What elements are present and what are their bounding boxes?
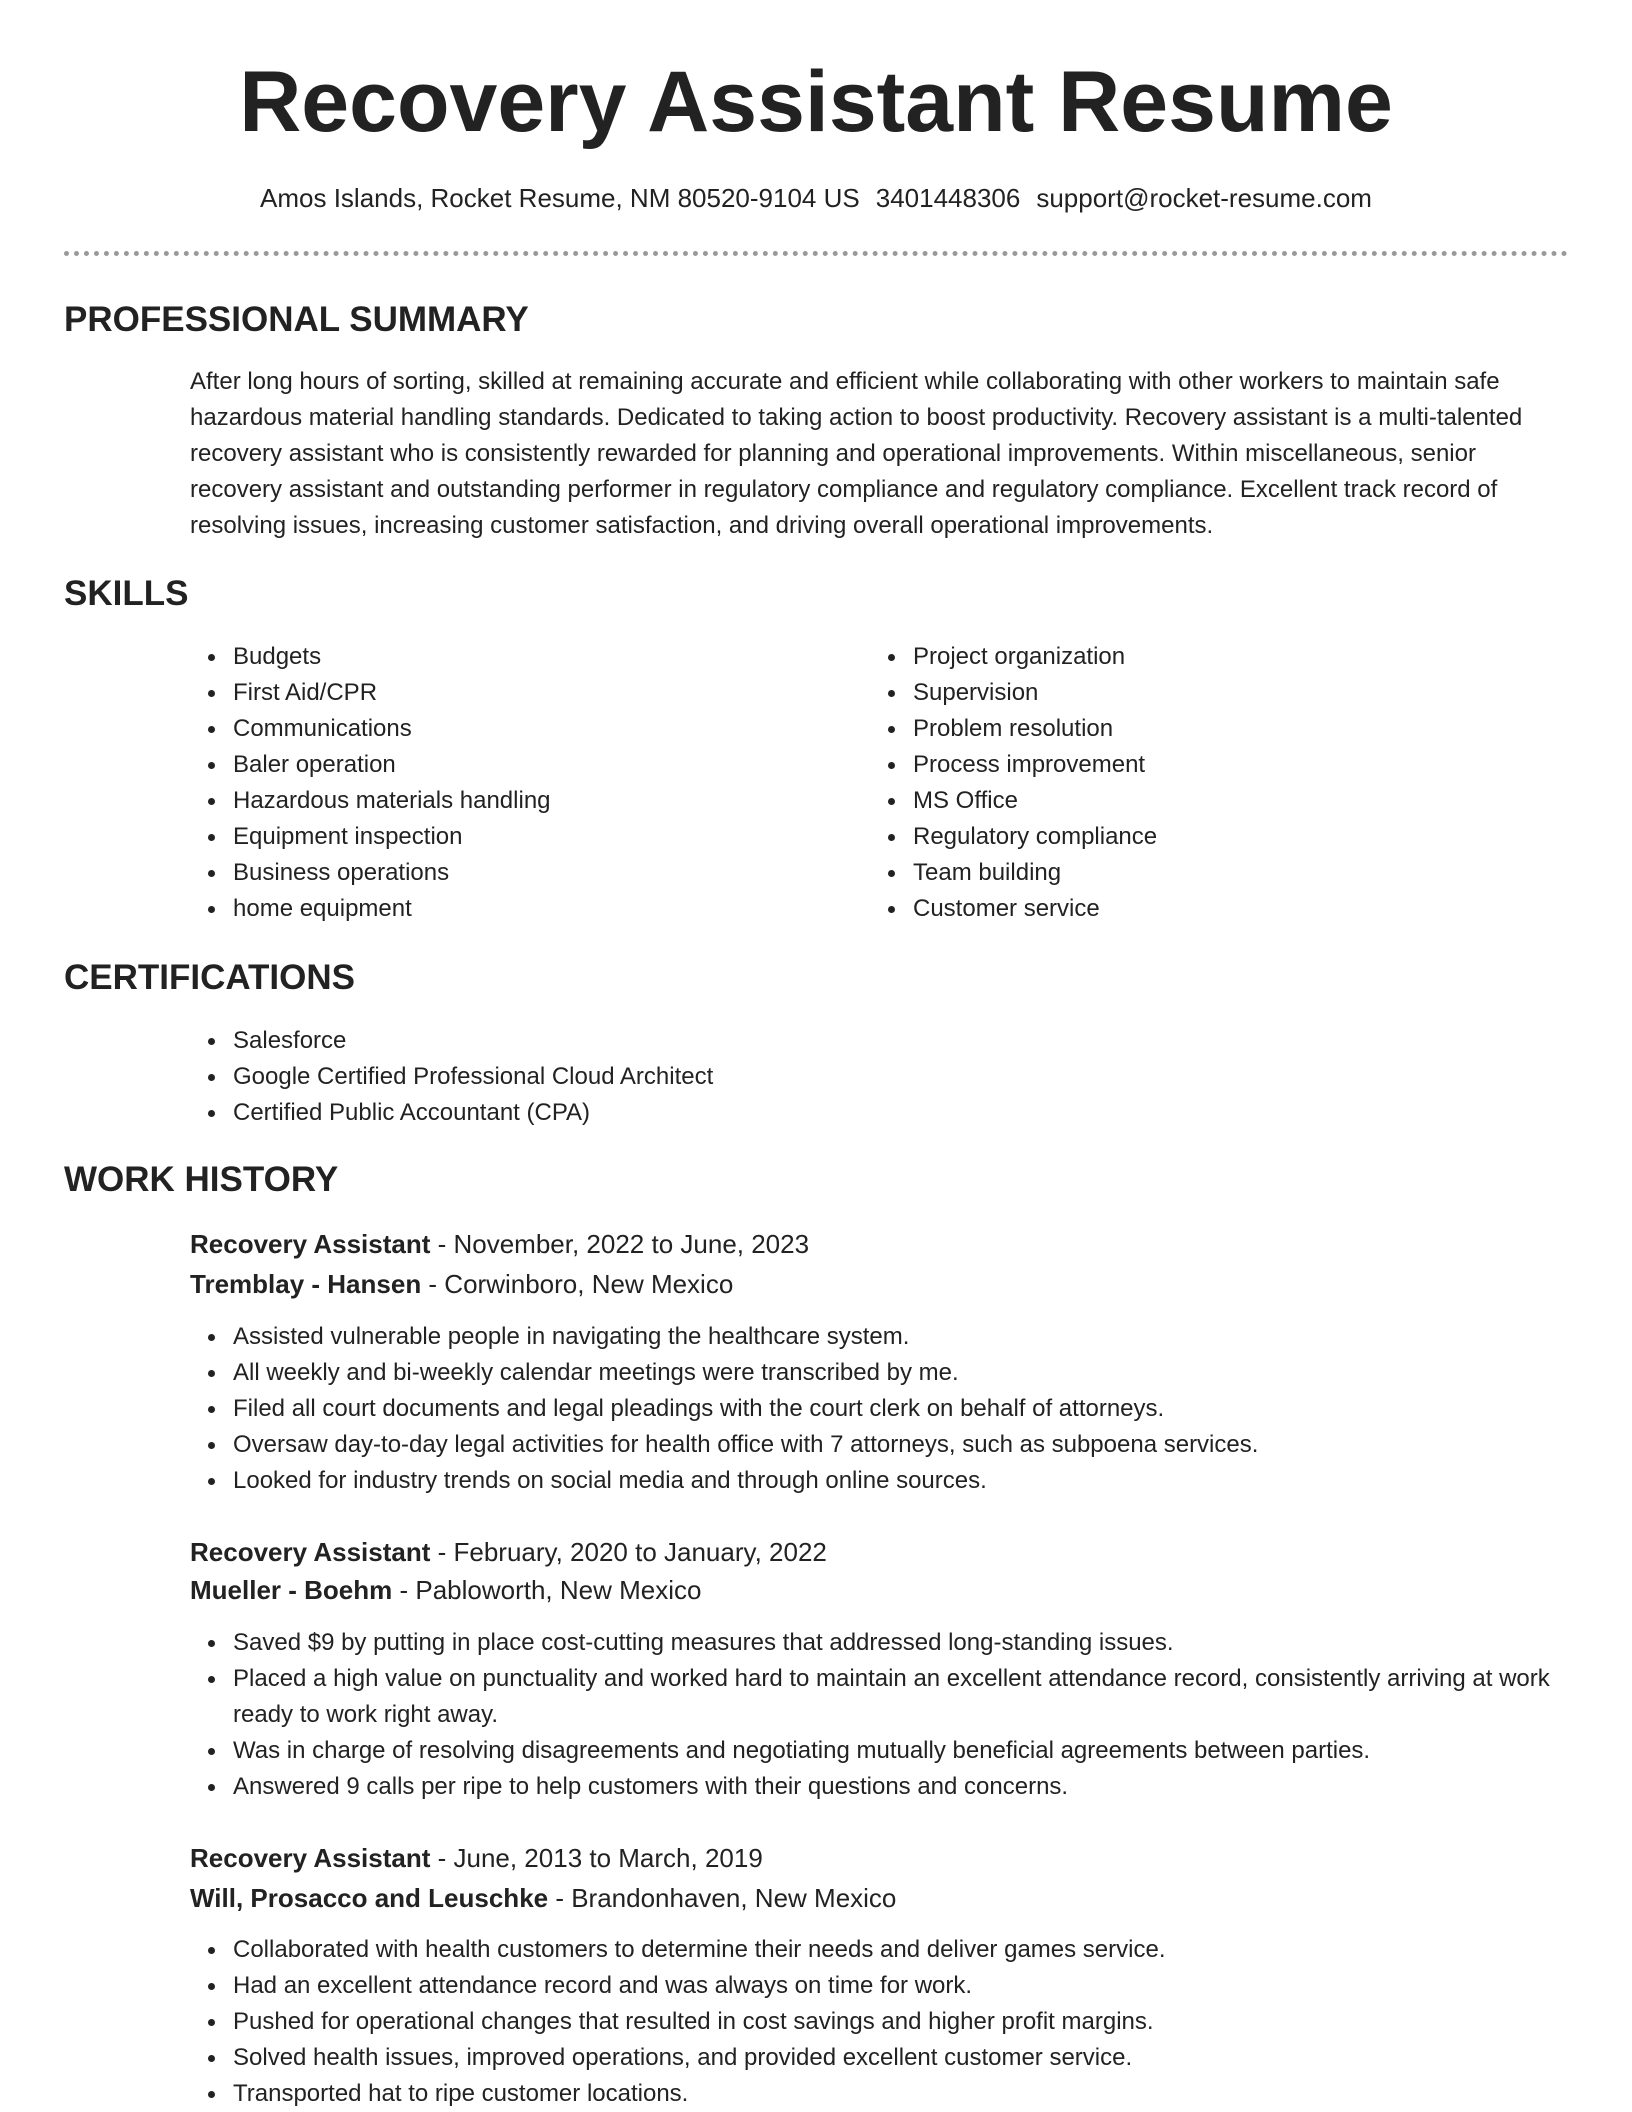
contact-email: support@rocket-resume.com (1036, 183, 1372, 213)
job-company: Tremblay - Hansen (190, 1269, 422, 1299)
job-location: - Brandonhaven, New Mexico (548, 1883, 897, 1913)
job-title-line (190, 1840, 763, 1876)
skill-item: MS Office (870, 783, 1510, 819)
job-dates: - November, 2022 to June, 2023 (430, 1229, 810, 1259)
certifications-heading: CERTIFICATIONS (64, 958, 356, 997)
contact-address: Amos Islands, Rocket Resume, NM 80520-9104 US (260, 183, 860, 213)
skill-item: Supervision (870, 675, 1510, 711)
job-location: - Pabloworth, New Mexico (392, 1575, 702, 1605)
work-history-heading: WORK HISTORY (64, 1160, 339, 1199)
skill-item: Team building (870, 855, 1510, 891)
skill-item: Budgets (190, 639, 830, 675)
certification-item: Salesforce (190, 1023, 1490, 1059)
job-bullets (190, 1932, 1570, 2112)
job-title-line (190, 1226, 809, 1262)
job-bullets (190, 1625, 1570, 1805)
job-bullet: Oversaw day-to-day legal activities for health office with 7 attorneys, such as subpoena services. (190, 1427, 1570, 1463)
job-company-line (190, 1266, 733, 1302)
skill-item: Business operations (190, 855, 830, 891)
job-bullet: Looked for industry trends on social media and through online sources. (190, 1463, 1570, 1499)
job-title: Recovery Assistant (190, 1229, 431, 1259)
summary-heading: PROFESSIONAL SUMMARY (64, 300, 529, 339)
job-bullet: Transported hat to ripe customer locations. (190, 2076, 1570, 2112)
job-company: Mueller - Boehm (190, 1575, 393, 1605)
skill-item: Communications (190, 711, 830, 747)
job-bullet: Solved health issues, improved operations, and provided excellent customer service. (190, 2040, 1570, 2076)
skill-item: Problem resolution (870, 711, 1510, 747)
skill-item: Regulatory compliance (870, 819, 1510, 855)
job-bullet: Had an excellent attendance record and was always on time for work. (190, 1968, 1570, 2004)
certification-item: Google Certified Professional Cloud Architect (190, 1059, 1490, 1095)
job-title: Recovery Assistant (190, 1843, 431, 1873)
job-dates: - June, 2013 to March, 2019 (430, 1843, 763, 1873)
skill-item: home equipment (190, 891, 830, 927)
job-bullet: All weekly and bi-weekly calendar meetings were transcribed by me. (190, 1355, 1570, 1391)
job-bullets (190, 1319, 1570, 1499)
skill-item: Baler operation (190, 747, 830, 783)
job-location: - Corwinboro, New Mexico (421, 1269, 734, 1299)
skill-item: Process improvement (870, 747, 1510, 783)
job-company-line (190, 1572, 701, 1608)
summary-text: After long hours of sorting, skilled at remaining accurate and efficient while collaborating with other workers to maintain safe hazardous material handling standards. Dedicated to taking action to boost productivity. Recovery assistant is a multi-talented recovery assistant who is consistently rewarded for planning and operational improvements. Within miscellaneous, senior recovery assistant and outstanding performer in regulatory compliance and regulatory compliance. Excellent track record of resolving issues, increasing customer satisfaction, and driving overall operational improvements. (190, 368, 1523, 539)
skill-item: Project organization (870, 639, 1510, 675)
skills-heading: SKILLS (64, 574, 189, 613)
header-divider (64, 251, 1568, 256)
resume-title: Recovery Assistant Resume (239, 54, 1393, 150)
skill-item: Hazardous materials handling (190, 783, 830, 819)
job-company: Will, Prosacco and Leuschke (190, 1883, 549, 1913)
job-bullet: Filed all court documents and legal pleadings with the court clerk on behalf of attorneys. (190, 1391, 1570, 1427)
job-bullet: Pushed for operational changes that resulted in cost savings and higher profit margins. (190, 2004, 1570, 2040)
skill-item: Customer service (870, 891, 1510, 927)
job-title-line (190, 1534, 827, 1570)
skill-item: Equipment inspection (190, 819, 830, 855)
job-title: Recovery Assistant (190, 1537, 431, 1567)
certifications-list (190, 1023, 1490, 1131)
contact-phone: 3401448306 (875, 183, 1021, 213)
skills-list-right (870, 639, 1510, 927)
skill-item: First Aid/CPR (190, 675, 830, 711)
job-bullet: Saved $9 by putting in place cost-cutting measures that addressed long-standing issues. (190, 1625, 1570, 1661)
job-bullet: Assisted vulnerable people in navigating the healthcare system. (190, 1319, 1570, 1355)
contact-line (0, 180, 1632, 216)
job-bullet: Answered 9 calls per ripe to help customers with their questions and concerns. (190, 1769, 1570, 1805)
job-bullet: Placed a high value on punctuality and worked hard to maintain an excellent attendance record, consistently arriving at work ready to work right away. (190, 1661, 1570, 1733)
job-company-line (190, 1880, 896, 1916)
job-bullet: Collaborated with health customers to determine their needs and deliver games service. (190, 1932, 1570, 1968)
skills-list-left (190, 639, 830, 927)
certification-item: Certified Public Accountant (CPA) (190, 1095, 1490, 1131)
job-dates: - February, 2020 to January, 2022 (430, 1537, 827, 1567)
job-bullet: Was in charge of resolving disagreements and negotiating mutually beneficial agreements between parties. (190, 1733, 1570, 1769)
